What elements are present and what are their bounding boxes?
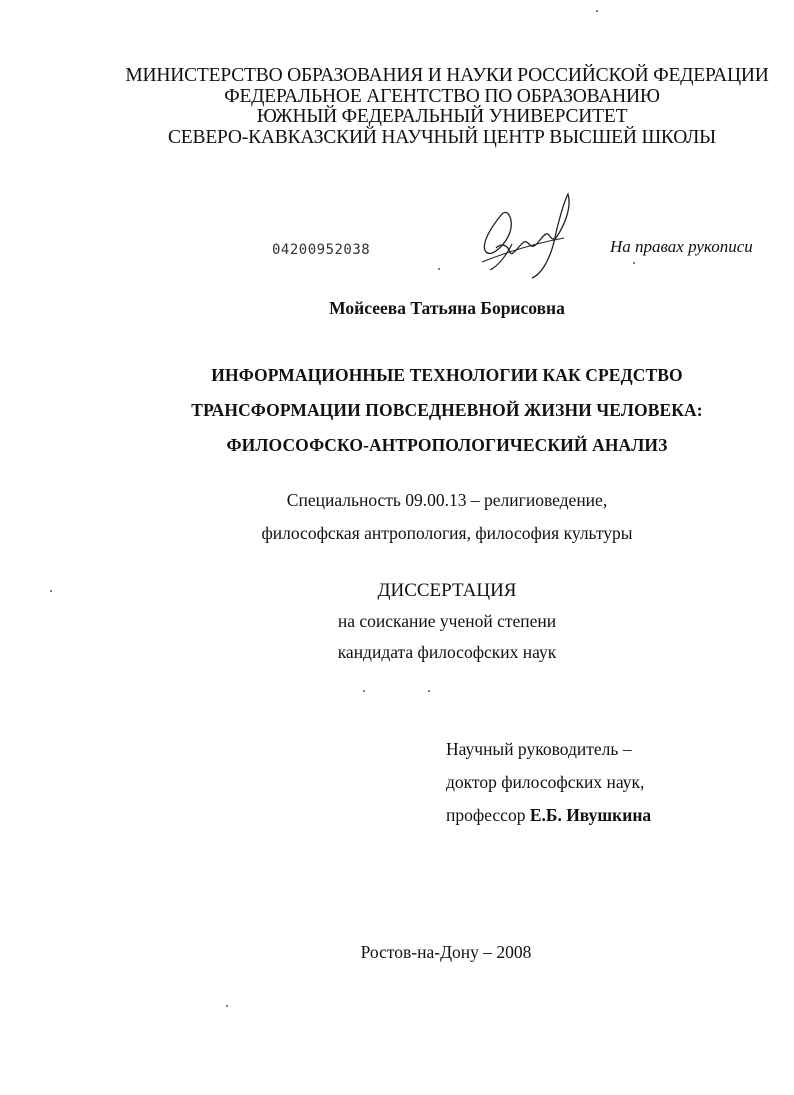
specialty-line-2: философская антропология, философия культуры: [261, 523, 633, 543]
supervisor-name: Е.Б. Ивушкина: [529, 805, 652, 825]
dissertation-heading: ДИССЕРТАЦИЯ: [377, 580, 517, 601]
dissertation-title: [0, 358, 794, 463]
supervisor-line-3: [446, 799, 651, 832]
author-name: Мойсеева Татьяна Борисовна: [329, 298, 565, 318]
specialty-block: [0, 484, 794, 550]
scan-speck: [596, 10, 598, 12]
supervisor-title: профессор: [446, 805, 526, 825]
supervisor-block: [446, 733, 651, 832]
scan-speck: [226, 1005, 228, 1007]
header-line-university: ЮЖНЫЙ ФЕДЕРАЛЬНЫЙ УНИВЕРСИТЕТ: [256, 106, 628, 127]
header-line-ministry: МИНИСТЕРСТВО ОБРАЗОВАНИЯ И НАУКИ РОССИЙСКОЙ ФЕДЕРАЦИИ: [125, 65, 769, 86]
scan-speck: [363, 690, 365, 692]
supervisor-line-2: доктор философских наук,: [446, 772, 645, 792]
rights-note: На правах рукописи: [610, 237, 753, 256]
title-line-1: ИНФОРМАЦИОННЫЕ ТЕХНОЛОГИИ КАК СРЕДСТВО: [211, 365, 683, 385]
title-line-3: ФИЛОСОФСКО-АНТРОПОЛОГИЧЕСКИЙ АНАЛИЗ: [226, 435, 668, 455]
scan-speck: [50, 590, 52, 592]
scan-speck: [438, 268, 440, 270]
specialty-line-1: Специальность 09.00.13 – религиоведение,: [286, 490, 608, 510]
title-line-2: ТРАНСФОРМАЦИИ ПОВСЕДНЕВНОЙ ЖИЗНИ ЧЕЛОВЕКА:: [191, 400, 703, 420]
degree-line-1: на соискание ученой степени: [337, 611, 557, 631]
dissertation-block: [0, 576, 794, 668]
degree-line-2: кандидата философских наук: [337, 642, 557, 662]
scan-speck: [633, 262, 635, 264]
ministry-header: [0, 66, 794, 148]
document-number-stamp: 04200952038: [272, 242, 371, 258]
handwritten-signature: [472, 186, 582, 282]
city-year: Ростов-на-Дону – 2008: [360, 942, 532, 962]
header-line-center: СЕВЕРО-КАВКАЗСКИЙ НАУЧНЫЙ ЦЕНТР ВЫСШЕЙ ШКОЛЫ: [168, 126, 716, 148]
header-line-agency: ФЕДЕРАЛЬНОЕ АГЕНТСТВО ПО ОБРАЗОВАНИЮ: [224, 85, 660, 107]
supervisor-line-1: Научный руководитель –: [446, 739, 632, 759]
scan-speck: [428, 690, 430, 692]
